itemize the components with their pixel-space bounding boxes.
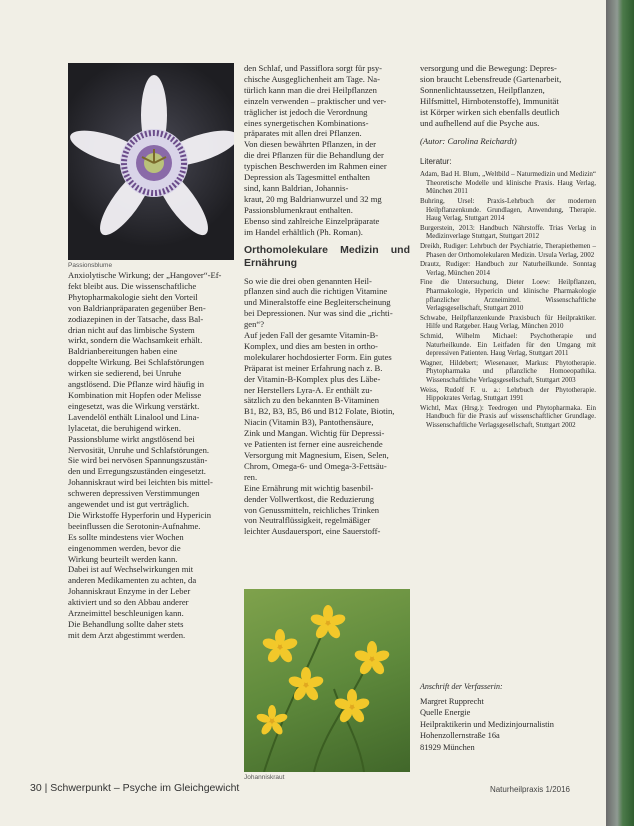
text-line: Phytopharmakologie sieht den Vorteil bbox=[68, 291, 198, 302]
text-line: Lavendelöl enthält Linalool und Lina- bbox=[68, 411, 200, 422]
column-3-top-text bbox=[420, 63, 596, 128]
text-line: ve Patienten ist ferner eine ausreichende bbox=[244, 439, 383, 450]
hypericum-caption: Johanniskraut bbox=[244, 774, 285, 781]
text-line: dender Vollwertkost, die Reduzierung bbox=[244, 493, 374, 504]
text-line: beeinflussen die Serotonin-Aufnahme. bbox=[68, 520, 201, 531]
literature-item: Adam, Bad H. Blum, „Weltbild – Naturmedizin und Medizin“ Theoretische Modelle und klinische Praxis. Haug Verlag, München 2011 bbox=[420, 170, 596, 196]
text-line: aktiviert und so den Abbau anderer bbox=[68, 597, 189, 608]
text-line: von Genussmitteln, reichliches Trinken bbox=[244, 504, 380, 515]
text-line: Passionsblumenkraut enthalten. bbox=[244, 204, 353, 215]
text-line: eines synergetischen Kombinations- bbox=[244, 117, 369, 128]
book-gutter bbox=[606, 0, 634, 826]
text-line: Versorgung mit Magnesium, Eisen, Selen, bbox=[244, 450, 389, 460]
literature-item: Schmid, Wilhelm Michael: Psychotherapie und Naturheilkunde. Ein Leitfaden für den Umgang mit depressiven Patienten. Haug Verlag, Stuttgart 2011 bbox=[420, 331, 596, 358]
text-line: Hilfsmittel, Hirnbotenstoffe), Immunität bbox=[420, 95, 559, 106]
author-line: Margret Rupprecht bbox=[420, 696, 484, 706]
column-1-body bbox=[68, 270, 236, 641]
text-line: wirkt, sondern die Wachsamkeit erhält. bbox=[68, 335, 203, 346]
text-line: Johanniskraut Enzyme in der Leber bbox=[68, 586, 191, 597]
hypericum-image bbox=[244, 589, 410, 772]
text-line: Niacin (Vitamin B3), Pantothensäure, bbox=[244, 417, 374, 428]
literature-item: Schwabe, Heilpflanzenkunde Praxisbuch für Heilpraktiker. Hilfe und Ratgeber. Haug Verlag, München 2010 bbox=[420, 313, 596, 331]
text-line: Kombination mit Hopfen oder Melisse bbox=[68, 389, 202, 400]
text-line: im Handel erhältlich (Ph. Roman). bbox=[244, 226, 363, 237]
author-line: Hohenzollernstraße 16a bbox=[420, 731, 500, 741]
text-line: wirken sie sedierend, bei Unruhe bbox=[68, 368, 182, 379]
column-1 bbox=[68, 270, 236, 641]
text-line: drian nicht auf das limbische System bbox=[68, 324, 195, 335]
literature-item: Dreikh, Rudiger: Lehrbuch der Psychiatrie, Therapiethemen – Phasen der Orthomolekularen Medizin. Ursula Verlag, 2002 bbox=[420, 242, 596, 259]
author-address bbox=[420, 682, 596, 753]
text-line: versorgung und die Bewegung: Depres- bbox=[420, 63, 557, 73]
author-line: Heilpraktikerin und Medizinjournalistin bbox=[420, 719, 554, 729]
text-line: eingenommen werden, bevor die bbox=[68, 542, 181, 553]
text-line: chische Ausgeglichenheit am Tage. Na- bbox=[244, 73, 380, 84]
text-line: B1, B2, B3, B5, B6 und B12 Folate, Biotin, bbox=[244, 406, 395, 417]
column-2-top-text bbox=[244, 63, 410, 238]
text-line: ist Körper wirken sich ebenfalls deutlich bbox=[420, 106, 560, 117]
text-line: Anxiolytische Wirkung; der „Hangover“-Ef- bbox=[68, 270, 222, 280]
text-line: schweren depressiven Verstimmungen bbox=[68, 488, 200, 499]
text-line: mit dem Arzt abgestimmt werden. bbox=[68, 629, 186, 640]
text-line: und aufhellend auf die Psyche aus. bbox=[420, 117, 540, 128]
text-line: anderen Medikamenten zu achten, da bbox=[68, 575, 197, 586]
literature-list bbox=[420, 170, 596, 429]
footer-page-title: 30 | Schwerpunkt – Psyche im Gleichgewicht bbox=[30, 782, 240, 794]
text-line: Arzneimittel beschleunigen kann. bbox=[68, 608, 184, 619]
text-line: sätzlich zu den bekannten B-Vitaminen bbox=[244, 395, 380, 406]
text-line: den Schlaf, und Passiflora sorgt für psy- bbox=[244, 63, 383, 73]
literature-item: Fine die Untersuchung, Dieter Loew: Heilpflanzen, Pharmakologie, Hypericin und klinische Pharmakologie pflanzlicher Arzneimittel. Wissenschaftliche Verlagsgesellschaft, Stuttgart 2010 bbox=[420, 278, 596, 313]
text-line: So wie die drei oben genannten Heil- bbox=[244, 275, 372, 286]
text-line: gen“? bbox=[244, 319, 265, 330]
passionflower-photo bbox=[68, 63, 234, 260]
text-line: Sonnenlichtaussetzen, Heilpflanzen, bbox=[420, 84, 545, 95]
text-line: Die Behandlung sollte daher stets bbox=[68, 619, 184, 629]
text-line: Eine Ernährung mit wichtig basenbil- bbox=[244, 482, 374, 493]
text-line: Depression als Tagesmittel enthalten bbox=[244, 172, 370, 183]
text-line: Es sollte mindestens vier Wochen bbox=[68, 531, 184, 542]
text-line: türlich kann man die drei Heilpflanzen bbox=[244, 84, 377, 95]
text-line: ren. bbox=[244, 471, 258, 482]
text-line: Nervosität, Unruhe und Schlafstörungen. bbox=[68, 444, 210, 455]
text-line: zodiazepinen in der Tatsache, dass Bal- bbox=[68, 313, 204, 324]
text-line: bei Depressionen. Nur was sind die „richti- bbox=[244, 308, 393, 319]
literature-item: Weiss, Rudolf F. u. a.: Lehrbuch der Phytotherapie. Hippokrates Verlag, Stuttgart 1991 bbox=[420, 385, 596, 403]
text-line: molekularer hochdosierter Form. Ein gutes bbox=[244, 351, 392, 362]
text-line: pflanzen sind auch die richtigen Vitamine bbox=[244, 286, 388, 297]
text-line: Zink und Mangan. Wichtig für Depressi- bbox=[244, 428, 385, 439]
text-line: Baldrianbereitungen haben eine bbox=[68, 346, 178, 357]
literature-item: Wagner, Hildebert; Wiesenauer, Markus: Phytotherapie. Phytopharmaka und pflanzliche Homoeopathika. Wissenschaftliche Verlagsgesellschaft, Stuttgart 2003 bbox=[420, 358, 596, 384]
literature-item: Burgerstein, 2013: Handbuch Nährstoffe. Trias Verlag in Medizinverlage Stuttgart, Stuttgart 2012 bbox=[420, 223, 596, 241]
text-line: sind, kann Baldrian, Johannis- bbox=[244, 182, 349, 193]
footer-issue: Naturheilpraxis 1/2016 bbox=[489, 785, 570, 794]
text-line: Auf jeden Fall der gesamte Vitamin-B- bbox=[244, 330, 379, 341]
text-line: Komplex, und dies am besten in ortho- bbox=[244, 340, 378, 351]
literature-item: Drautz, Rudiger: Handbuch zur Naturheilkunde. Sonntag Verlag, München 2014 bbox=[420, 260, 596, 277]
text-line: den und Erregungszuständen eingesetzt. bbox=[68, 466, 206, 477]
text-line: Chrom, Omega-6- und Omega-3-Fettsäu- bbox=[244, 460, 387, 471]
text-line: leichter Ausdauersport, eine Sauerstoff- bbox=[244, 526, 381, 537]
text-line: lylacetat, die beruhigend wirken. bbox=[68, 422, 181, 433]
byline: (Autor: Carolina Reichardt) bbox=[420, 136, 517, 147]
text-line: von Baldrianpräparaten gegenüber Ben- bbox=[68, 302, 206, 313]
author-label: Anschrift der Verfasserin: bbox=[420, 682, 503, 691]
text-line: kraut, 20 mg Baldrianwurzel und 32 mg bbox=[244, 193, 382, 204]
text-line: Johanniskraut wird bei leichten bis mittel- bbox=[68, 477, 213, 488]
text-line: und Mineralstoffe eine Begleiterscheinung bbox=[244, 297, 391, 308]
text-line: präparates mit allen drei Pflanzen. bbox=[244, 128, 362, 139]
text-line: Dabei ist auf Wechselwirkungen mit bbox=[68, 564, 194, 575]
text-line: doppelte Wirkung. Bei Schlafstörungen bbox=[68, 357, 205, 368]
text-line: der Vitamin-B-Komplex plus des Läbe- bbox=[244, 373, 381, 384]
author-line: 81929 München bbox=[420, 742, 475, 752]
text-line: Wirkung beurteilt werden kann. bbox=[68, 553, 178, 564]
text-line: sion braucht Lebensfreude (Gartenarbeit, bbox=[420, 73, 562, 84]
text-line: von Neutralflüssigkeit, regelmäßiger bbox=[244, 515, 371, 526]
hypericum-photo bbox=[244, 589, 410, 772]
literature-title: Literatur: bbox=[420, 157, 452, 167]
text-line: träglicher ist jedoch die Verordnung bbox=[244, 106, 368, 117]
author-lines bbox=[420, 696, 596, 754]
text-line: Von diesen bewährten Pflanzen, in der bbox=[244, 139, 377, 150]
text-line: typischen Beschwerden im Rahmen einer bbox=[244, 161, 387, 172]
author-line: Quelle Energie bbox=[420, 708, 471, 718]
text-line: einzeln verwenden – praktischer und ver- bbox=[244, 95, 387, 106]
literature-item: Buhring, Ursel: Praxis-Lehrbuch der modernen Heilpflanzenkunde. Grundlagen, Anwendung, Therapie. Haug Verlag, Stuttgart 2014 bbox=[420, 197, 596, 223]
literature-item: Wichtl, Max (Hrsg.): Teedrogen und Phytopharmaka. Ein Handbuch für die Praxis auf wissenschaftlicher Grundlage. Wissenschaftliche Verlagsgesellschaft, Stuttgart 2002 bbox=[420, 403, 596, 429]
text-line: Die Wirkstoffe Hyperforin und Hypericin bbox=[68, 509, 212, 520]
passionflower-caption: Passionsblume bbox=[68, 262, 113, 269]
text-line: angewendet und ist gut verträglich. bbox=[68, 499, 189, 510]
text-line: eingesetzt, was die Wirkung verstärkt. bbox=[68, 400, 200, 411]
text-line: die drei Pflanzen für die Behandlung der bbox=[244, 150, 384, 161]
column-3 bbox=[420, 63, 596, 430]
column-2 bbox=[244, 63, 410, 537]
text-line: ner Herstellers Lyra-A. Er enthält zu- bbox=[244, 384, 373, 395]
text-line: Ebenso sind zahlreiche Einzelpräparate bbox=[244, 215, 380, 226]
passionflower-image bbox=[68, 63, 234, 260]
text-line: Passionsblume wirkt angstlösend bei bbox=[68, 433, 195, 444]
text-line: Präparat ist meiner Erfahrung nach z. B. bbox=[244, 362, 383, 373]
text-line: Sie wird bei nervösen Spannungszustän- bbox=[68, 455, 208, 466]
text-line: fekt bleibt aus. Die wissenschaftliche bbox=[68, 280, 197, 291]
section-heading: Orthomolekulare Medizin und Ernährung bbox=[244, 243, 410, 269]
text-line: angstlösend. Die Pflanze wird häufig in bbox=[68, 379, 205, 390]
column-2-bottom-text bbox=[244, 276, 410, 538]
